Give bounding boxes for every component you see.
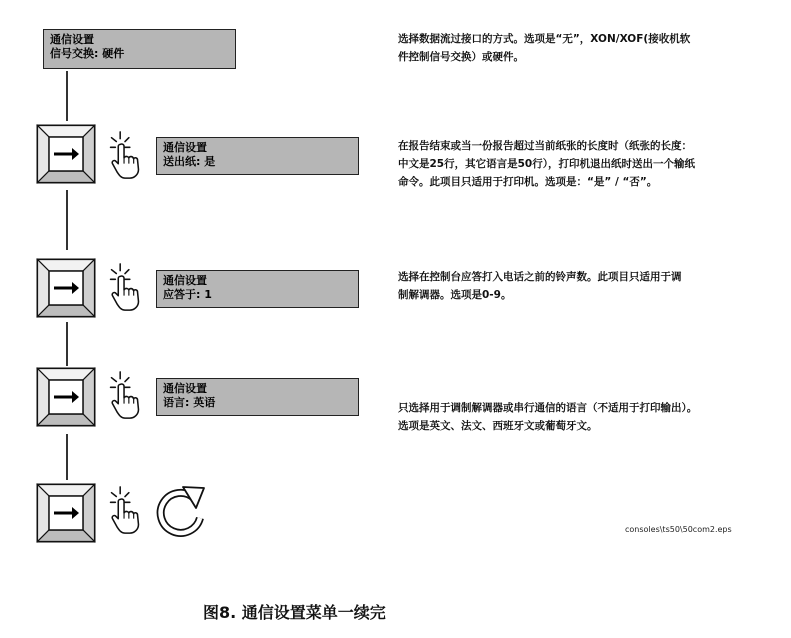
lcd-title: 通信设置 — [163, 141, 207, 154]
description-line: 命令。此项目只适用于打印机。选项是：“是” / “否”。 — [398, 176, 658, 188]
press-hand-icon — [104, 484, 146, 536]
lcd-title: 通信设置 — [50, 33, 94, 46]
lcd-screen-language — [156, 378, 359, 416]
enter-key-icon[interactable] — [36, 124, 96, 184]
enter-key-icon[interactable] — [36, 483, 96, 543]
return-arrow-icon — [152, 484, 210, 542]
description-answer-rings — [398, 268, 783, 304]
description-line: 件控制信号交换）或硬件。 — [398, 51, 524, 63]
figure-filename: consoles\ts50\50com2.eps — [625, 525, 732, 534]
lcd-screen-handshake — [43, 29, 236, 69]
description-form-feed — [398, 137, 783, 191]
lcd-title: 通信设置 — [163, 382, 207, 395]
connector-line — [66, 190, 68, 250]
lcd-value: 语言: 英语 — [163, 396, 216, 409]
connector-line — [66, 322, 68, 366]
description-line: 选项是英文、法文、西班牙文或葡萄牙文。 — [398, 420, 598, 432]
figure-caption: 图8. 通信设置菜单一续完 — [203, 603, 386, 622]
press-hand-icon — [104, 261, 146, 313]
lcd-value: 信号交换: 硬件 — [50, 47, 125, 60]
enter-key-icon[interactable] — [36, 258, 96, 318]
description-language — [398, 399, 783, 435]
description-line: 选择数据流过接口的方式。选项是“无”，XON/XOF(接收机软 — [398, 33, 691, 45]
description-line: 制解调器。选项是0-9。 — [398, 289, 512, 301]
description-handshake — [398, 30, 783, 66]
description-line: 在报告结束或当一份报告超过当前纸张的长度时（纸张的长度： — [398, 140, 692, 152]
description-line: 中文是25行，其它语言是50行），打印机退出纸时送出一个输纸 — [398, 158, 695, 170]
lcd-value: 送出纸: 是 — [163, 155, 216, 168]
connector-line — [66, 71, 68, 121]
connector-line — [66, 434, 68, 480]
description-line: 只选择用于调制解调器或串行通信的语言（不适用于打印输出）。 — [398, 402, 698, 414]
press-hand-icon — [104, 369, 146, 421]
lcd-screen-answer-rings — [156, 270, 359, 308]
lcd-value: 应答于: 1 — [163, 288, 212, 301]
lcd-screen-form-feed — [156, 137, 359, 175]
enter-key-icon[interactable] — [36, 367, 96, 427]
description-line: 选择在控制台应答打入电话之前的铃声数。此项目只适用于调 — [398, 271, 682, 283]
lcd-title: 通信设置 — [163, 274, 207, 287]
press-hand-icon — [104, 129, 146, 181]
